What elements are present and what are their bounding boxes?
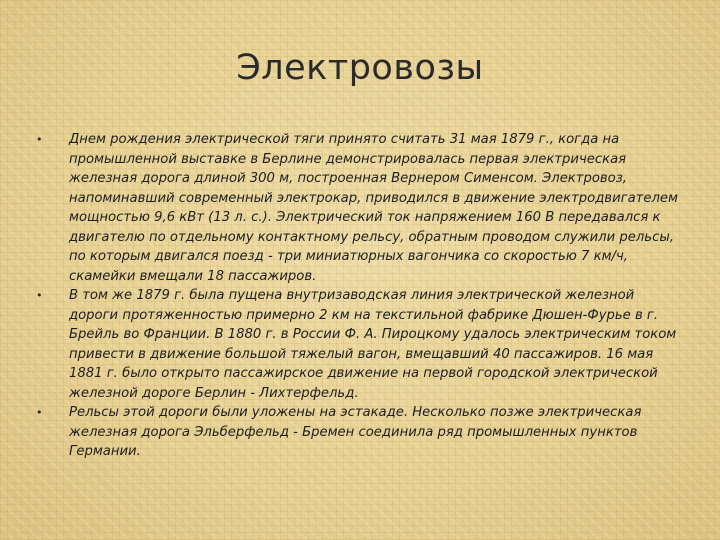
bullet-item	[36, 130, 686, 286]
bullet-text: Днем рождения электрической тяги принято считать 31 мая 1879 г., когда на промышленной выставке в Берлине демонстрировалась первая электрическая железная дорога длиной 300 м, построенная Вернером Сименсом. Электровоз, напоминавший современный электрокар, приводился в движение электродвигателем мощностью 9,6 кВт (13 л. с.). Электрический ток напряжением 160 В передавался к двигателю по отдельному контактному рельсу, обратным проводом служили рельсы, по которым двигался поезд - три миниатюрных вагончика со скоростью 7 км/ч, скамейки вмещали 18 пассажиров.	[69, 132, 678, 284]
bullet-list	[36, 130, 686, 462]
bullet-item	[36, 403, 686, 462]
bullet-text: В том же 1879 г. была пущена внутризаводская линия электрической железной дороги протяженностью примерно 2 км на текстильной фабрике Дюшен-Фурье в г. Брейль во Франции. В 1880 г. в России Ф. А. Пироцкому удалось электрическим током привести в движение большой тяжелый вагон, вмещавший 40 пассажиров. 16 мая 1881 г. было открыто пассажирское движение на первой городской электрической железной дороге Берлин - Лихтерфельд.	[69, 288, 677, 401]
bullet-item	[36, 286, 686, 403]
slide-title: Электровозы	[236, 48, 484, 88]
bullet-marker-icon: •	[36, 289, 43, 302]
bullet-marker-icon: •	[36, 406, 43, 419]
bullet-marker-icon: •	[36, 133, 43, 146]
bullet-text: Рельсы этой дороги были уложены на эстакаде. Несколько позже электрическая железная дорога Эльберфельд - Бремен соединила ряд промышленных пунктов Германии.	[69, 405, 642, 459]
